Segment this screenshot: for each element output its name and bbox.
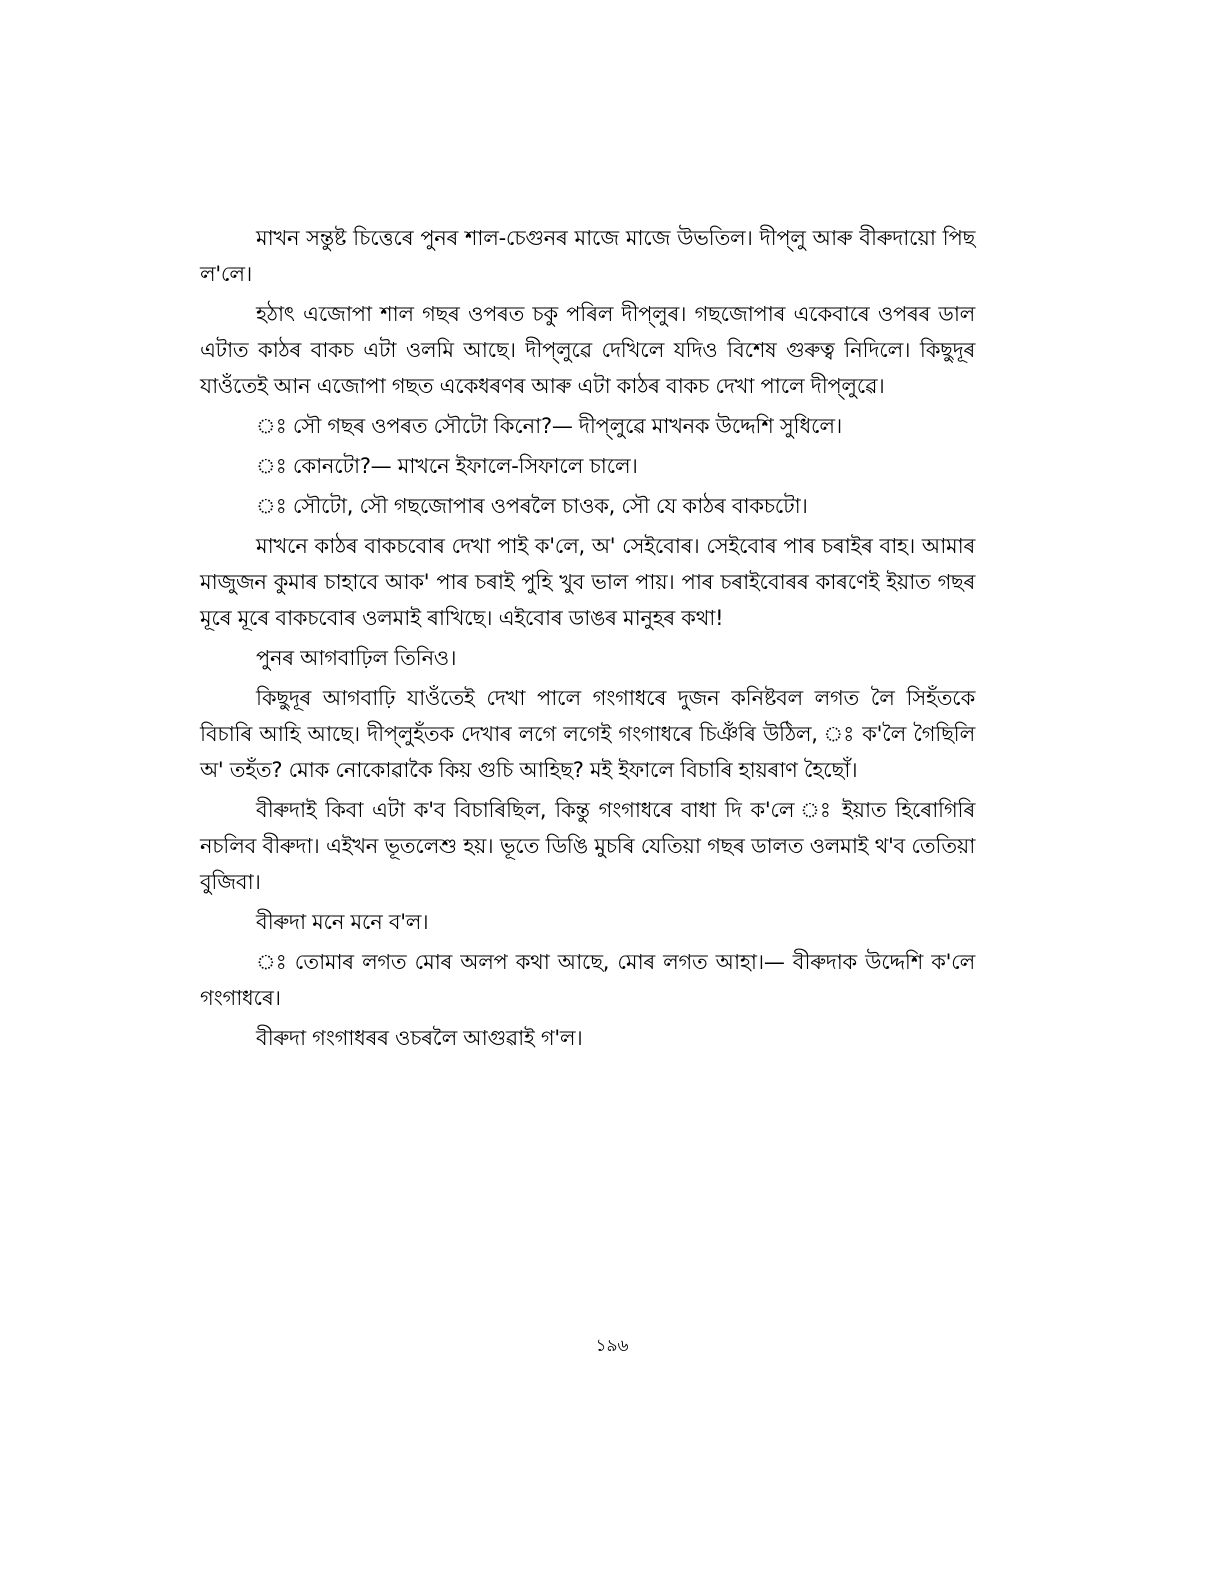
paragraph-7: পুনৰ আগবাঢ়িল তিনিও। xyxy=(256,646,457,670)
paragraph-3: ঃ সৌ গছৰ ওপৰত সৌটো কিনো?— দীপ্‌লুৱে মাখনক উদ্দেশি সুধিলে। xyxy=(256,414,842,438)
paragraph-8: কিছুদূৰ আগবাঢ়ি যাওঁতেই দেখা পালে গংগাধৰে দুজন কনিষ্টবল লগত লৈ সিহঁতকে বিচাৰি আহি আছে। দীপ্‌লুহঁতক দেখাৰ লগে লগেই গংগাধৰে চিঞঁৰি উঠিল, ঃ ক'লৈ গৈছিলি অ' তহঁত? মোক নোকোৱাকৈ কিয় গুচি আহিছ? মই ইফালে বিচাৰি হায়ৰাণ হৈছোঁ। xyxy=(200,686,975,782)
paragraph-1: মাখন সন্তুষ্ট চিত্তেৰে পুনৰ শাল-চেগুনৰ মাজে মাজে উভতিল। দীপ্‌লু আৰু বীৰুদায়ো পিছ ল'লে। xyxy=(200,226,975,286)
paragraph-11: ঃ তোমাৰ লগত মোৰ অলপ কথা আছে, মোৰ লগত আহা।— বীৰুদাক উদ্দেশি ক'লে গংগাধৰে। xyxy=(200,950,975,1010)
page-number: ১৯৬ xyxy=(595,1336,629,1356)
paragraph-2: হঠাৎ এজোপা শাল গছৰ ওপৰত চকু পৰিল দীপ্‌লুৰ। গছজোপাৰ একেবাৰে ওপৰৰ ডাল এটাত কাঠৰ বাকচ এটা ওলমি আছে। দীপ্‌লুৱে দেখিলে যদিও বিশেষ গুৰুত্ব নিদিলে। কিছুদূৰ যাওঁতেই আন এজোপা গছত একেধৰণৰ আৰু এটা কাঠৰ বাকচ দেখা পালে দীপ্‌লুৱে। xyxy=(200,302,975,398)
page-body xyxy=(200,220,975,1056)
paragraph-4: ঃ কোনটো?— মাখনে ইফালে-সিফালে চালে। xyxy=(256,454,638,478)
paragraph-6: মাখনে কাঠৰ বাকচবোৰ দেখা পাই ক'লে, অ' সেইবোৰ। সেইবোৰ পাৰ চৰাইৰ বাহ। আমাৰ মাজুজন কুমাৰ চাহাবে আক' পাৰ চৰাই পুহি খুব ভাল পায়। পাৰ চৰাইবোৰৰ কাৰণেই ইয়াত গছৰ মূৰে মূৰে বাকচবোৰ ওলমাই ৰাখিছে। এইবোৰ ডাঙৰ মানুহৰ কথা! xyxy=(200,534,975,630)
paragraph-5: ঃ সৌটো, সৌ গছজোপাৰ ওপৰলৈ চাওক, সৌ যে কাঠৰ বাকচটো। xyxy=(256,494,808,518)
paragraph-12: বীৰুদা গংগাধৰৰ ওচৰলৈ আগুৱাই গ'ল। xyxy=(256,1026,583,1050)
paragraph-9: বীৰুদাই কিবা এটা ক'ব বিচাৰিছিল, কিন্তু গংগাধৰে বাধা দি ক'লে ঃ ইয়াত হিৰোগিৰি নচলিব বীৰুদা। এইখন ভূতলেশু হয়। ভূতে ডিঙি মুচৰি যেতিয়া গছৰ ডালত ওলমাই থ'ব তেতিয়া বুজিবা। xyxy=(200,798,975,894)
paragraph-10: বীৰুদা মনে মনে ব'ল। xyxy=(256,910,429,934)
